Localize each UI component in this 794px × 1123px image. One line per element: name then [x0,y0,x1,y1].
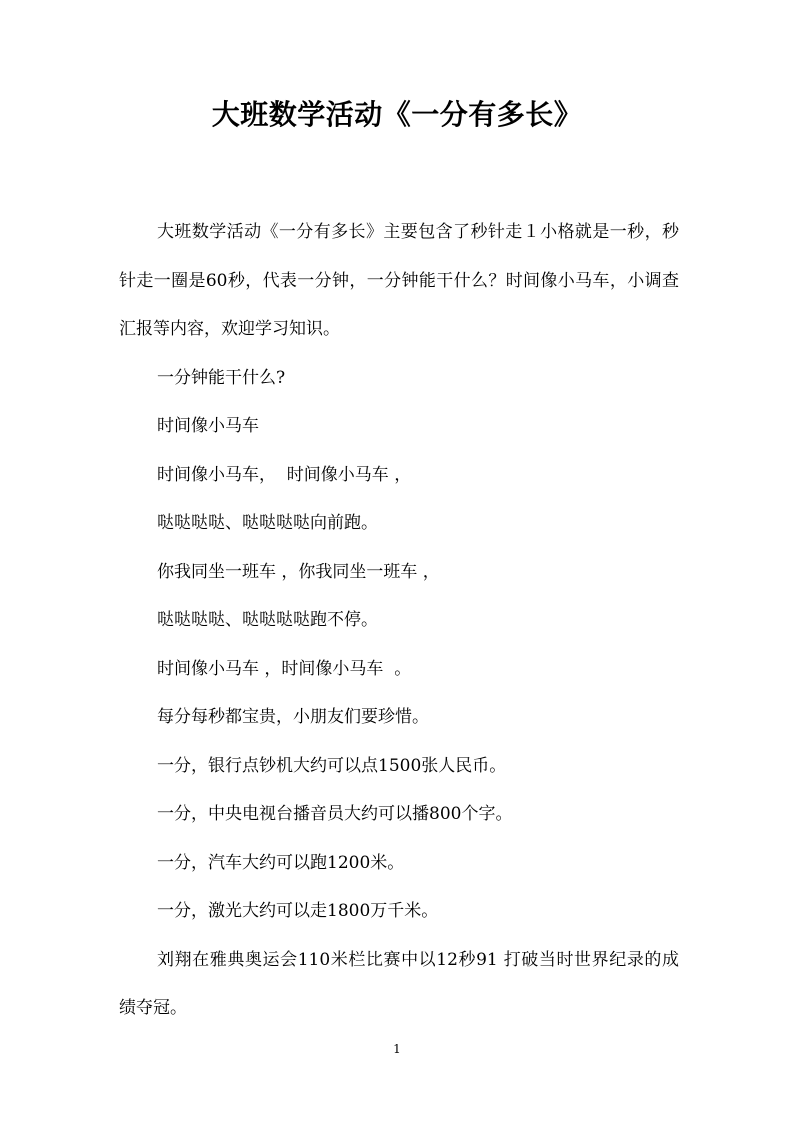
body-line: 时间像小马车 ，时间像小马车 。 [157,658,412,679]
document-title: 大班数学活动《一分有多长》 [211,98,583,131]
body-line: 你我同坐一班车 ，你我同坐一班车 ， [157,561,440,582]
body-line: 一分，中央电视台播音员大约可以播800个字。 [157,804,513,824]
body-line: 哒哒哒哒、哒哒哒哒跑不停。 [157,610,378,630]
body-line: 每分每秒都宝贵，小朋友们要珍惜。 [157,707,429,727]
body-line: 时间像小马车 [157,416,259,436]
body-line: 哒哒哒哒、哒哒哒哒向前跑。 [157,513,378,533]
closing-paragraph: 刘翔在雅典奥运会110米栏比赛中以12秒91 打破当时世界纪录的成绩夺冠。 [119,949,679,1018]
body-line: 一分，激光大约可以走1800万千米。 [157,901,439,921]
body-line: 一分，银行点钞机大约可以点1500张人民币。 [157,755,507,776]
page-number: 1 [393,1042,401,1056]
body-line: 一分，汽车大约可以跑1200米。 [157,852,405,873]
document-body [119,208,679,1033]
body-line: 时间像小马车， 时间像小马车 ， [157,464,412,485]
intro-paragraph: 大班数学活动《一分有多长》主要包含了秒针走１小格就是一秒，秒针走一圈是60秒，代表一分钟，一分钟能干什么？时间像小马车，小调查汇报等内容，欢迎学习知识。 [119,222,679,339]
body-line: 一分钟能干什么? [157,367,286,388]
